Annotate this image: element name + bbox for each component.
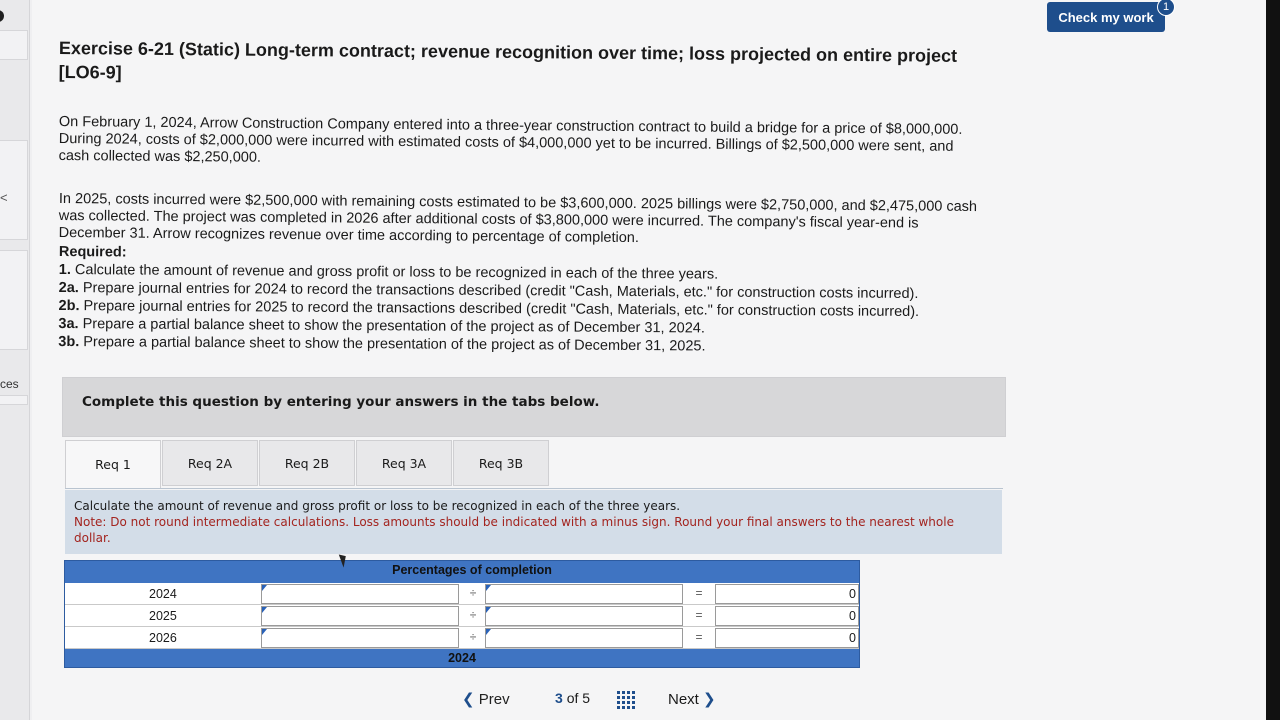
tab-req-3a[interactable]: Req 3A [356, 440, 452, 486]
percent-completion-table [64, 560, 860, 668]
instructions-banner-text: Complete this question by entering your answers in the tabs below. [82, 394, 600, 410]
requirement-item: 1. Calculate the amount of revenue and gross profit or loss to be recognized in each of the three years. [58, 261, 719, 283]
tab-req-3b[interactable]: Req 3B [453, 440, 549, 486]
screen-edge [1266, 0, 1280, 720]
chevron-left-icon: ❮ [462, 691, 475, 708]
prev-button[interactable] [462, 690, 532, 708]
tab-underline [65, 488, 1003, 489]
tab-instructions [65, 490, 1002, 554]
row-year: 2026 [149, 631, 177, 645]
table-row [65, 605, 859, 627]
divide-icon: ÷ [469, 586, 477, 600]
circle-indicator [0, 10, 4, 22]
problem-paragraph-1: On February 1, 2024, Arrow Construction Company entered into a three-year construction contract to build a bridge for a price of $8,000,000. During 2024, costs of $2,000,000 were incurred with estimated costs of $4,000,000 yet to be incurred. Billings of $2,500,000 were sent, and cash collected was $2,250,000. [58, 114, 963, 166]
question-grid-icon[interactable] [617, 691, 635, 709]
numerator-input[interactable] [261, 584, 459, 604]
requirements-list [58, 243, 999, 358]
instructions-note: Note: Do not round intermediate calculations. Loss amounts should be indicated with a minus sign. Round your final answers to the nearest whole dollar. [74, 515, 954, 545]
requirement-item: 3b. Prepare a partial balance sheet to show the presentation of the project as of December 31, 2025. [58, 333, 706, 355]
numerator-input[interactable] [261, 606, 459, 626]
equals-icon: = [695, 608, 703, 622]
row-year: 2025 [149, 609, 177, 623]
next-button[interactable] [668, 690, 738, 708]
total-pages: 5 [582, 690, 591, 706]
table-row [65, 627, 859, 649]
requirement-item: 2a. Prepare journal entries for 2024 to record the transactions described (credit "Cash, Materials, etc." for construction costs incurred). [58, 279, 919, 303]
percent-result: 0 [715, 606, 859, 626]
denominator-input[interactable] [485, 628, 683, 648]
percent-result: 0 [715, 628, 859, 648]
check-count-badge: 1 [1157, 0, 1175, 16]
tab-req-2b[interactable]: Req 2B [259, 440, 355, 486]
problem-paragraph-2: In 2025, costs incurred were $2,500,000 with remaining costs estimated to be $3,600,000. 2025 billings were $2,750,000, and $2,475,000 cash was collected. The project was completed in 2026 after additional costs of $3,800,000 were incurred. The company's fiscal year-end is December 31. Arrow recognizes revenue over time according to percentage of completion. [58, 191, 978, 247]
next-label: Next [668, 691, 699, 708]
denominator-input[interactable] [485, 584, 683, 604]
exercise-title: Exercise 6-21 (Static) Long-term contract; revenue recognition over time; loss projected on entire project [LO6-9] [58, 37, 958, 83]
sidebar-button[interactable] [0, 250, 28, 350]
table-header: Percentages of completion [392, 563, 552, 577]
check-my-work-label: Check my work [1058, 9, 1154, 25]
requirement-item: 3a. Prepare a partial balance sheet to show the presentation of the project as of December 31, 2024. [58, 315, 705, 337]
tab-req-2a[interactable]: Req 2A [162, 440, 258, 486]
collapse-chevron-icon[interactable]: < [0, 190, 8, 205]
divide-icon: ÷ [469, 630, 477, 644]
requirement-item: 2b. Prepare journal entries for 2025 to record the transactions described (credit "Cash, Materials, etc." for construction costs incurred). [58, 297, 920, 321]
sidebar-divider [0, 395, 28, 405]
current-page: 3 [555, 690, 563, 706]
instructions-banner [62, 377, 1006, 437]
divide-icon: ÷ [469, 608, 477, 622]
percent-result: 0 [715, 584, 859, 604]
chevron-right-icon: ❯ [703, 691, 716, 708]
required-label: Required: [58, 243, 127, 261]
table-row [65, 583, 859, 605]
sidebar-button[interactable] [0, 30, 28, 60]
row-year: 2024 [149, 587, 177, 601]
prev-label: Prev [478, 691, 510, 708]
numerator-input[interactable] [261, 628, 459, 648]
references-label[interactable]: ces [0, 377, 19, 391]
table-body [65, 583, 859, 649]
of-label: of [566, 690, 579, 706]
equals-icon: = [695, 586, 703, 600]
page-count [555, 690, 625, 706]
tab-req-1[interactable]: Req 1 [65, 440, 161, 488]
denominator-input[interactable] [485, 606, 683, 626]
instructions-main: Calculate the amount of revenue and gross profit or loss to be recognized in each of the three years. [74, 499, 681, 513]
table-footer: 2024 [448, 651, 476, 665]
left-sidebar [0, 0, 30, 720]
requirement-tabs [65, 440, 550, 488]
check-my-work-button[interactable] [1047, 2, 1165, 32]
equals-icon: = [695, 630, 703, 644]
